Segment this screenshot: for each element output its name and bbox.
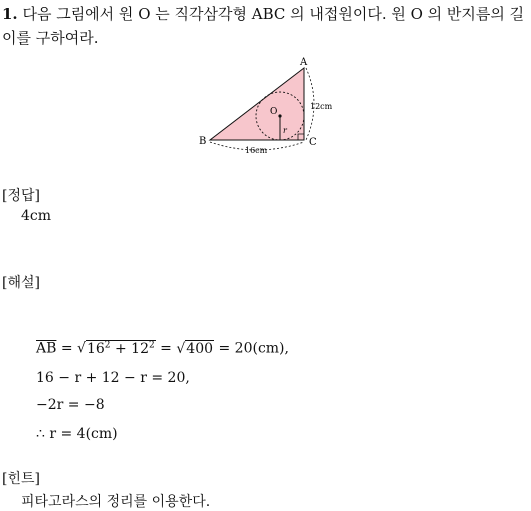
sqrt-sum: $√16^2 + 12^2$ [77, 340, 155, 357]
solution-line-2: 16 − r + 12 − r = 20, [36, 370, 190, 386]
solution-line-1: $\overline{AB} = √16^2 + 12^2 = √400 = 20(cm)$, [36, 340, 289, 357]
incircle-figure [192, 54, 342, 156]
center-dot [278, 114, 281, 117]
label-bc-length: 16cm [245, 146, 268, 155]
triangle-abc [210, 68, 304, 140]
question-text: 다음 그림에서 원 O 는 직각삼각형 ABC 의 내접원이다. 원 O 의 반지름의 길이를 구하여라. [2, 5, 525, 47]
sqrt-400: √400 [176, 340, 214, 357]
question [2, 2, 529, 50]
answer-label: [정답] [2, 188, 40, 204]
solution-line-3: −2r = −8 [36, 397, 105, 413]
answer-value: 4cm [21, 208, 52, 224]
label-o: O [270, 107, 278, 117]
label-b: B [199, 136, 207, 147]
solution-label: [해설] [2, 275, 40, 291]
question-number: 1. [2, 5, 18, 23]
hint-text: 피타고라스의 정리를 이용한다. [21, 494, 211, 510]
label-ac-length: 12cm [310, 102, 333, 111]
hint-label: [힌트] [2, 471, 40, 487]
solution-line-4: ∴ r = 4(cm) [36, 426, 118, 442]
label-c: C [309, 137, 317, 148]
label-a: A [300, 57, 308, 68]
label-r: r [283, 126, 287, 135]
segment-ab: $\overline{AB}$ [36, 340, 57, 357]
